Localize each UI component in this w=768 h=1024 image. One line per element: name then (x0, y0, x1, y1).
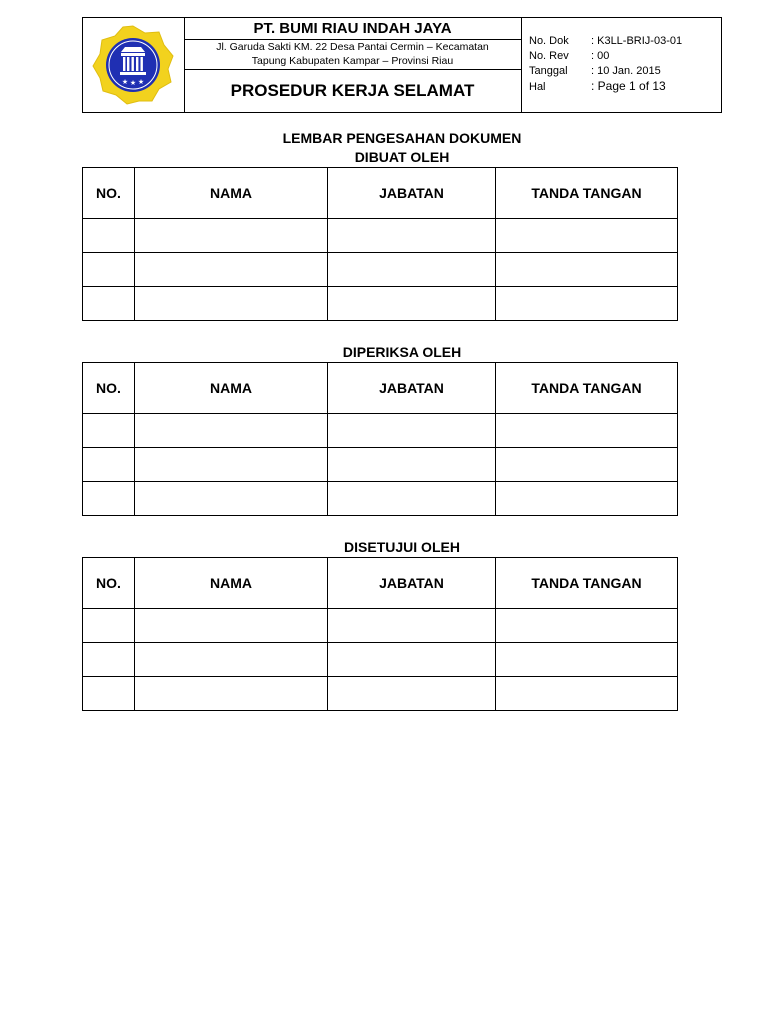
section-title-dibuat: DIBUAT OLEH (354, 149, 450, 165)
table-row (83, 677, 678, 711)
company-info-cell (184, 18, 522, 112)
cell-tanda-tangan (496, 219, 678, 253)
cell-no (83, 677, 135, 711)
meta-no-dok-value: : K3LL-BRIJ-03-01 (591, 35, 683, 47)
table-row (83, 253, 678, 287)
cell-jabatan (328, 414, 496, 448)
cell-tanda-tangan (496, 643, 678, 677)
cell-tanda-tangan (496, 677, 678, 711)
document-title: PROSEDUR KERJA SELAMAT (230, 81, 475, 100)
cell-nama (135, 643, 328, 677)
cell-jabatan (328, 253, 496, 287)
company-name: PT. BUMI RIAU INDAH JAYA (184, 18, 521, 40)
address-line-2: Tapung Kabupaten Kampar – Provinsi Riau (251, 55, 454, 67)
cell-tanda-tangan (496, 414, 678, 448)
cell-nama (135, 448, 328, 482)
table-header-row (83, 558, 678, 609)
cell-jabatan (328, 609, 496, 643)
meta-tanggal-label: Tanggal (529, 65, 568, 77)
cell-no (83, 643, 135, 677)
cell-jabatan (328, 482, 496, 516)
column-header-jabatan: JABATAN (328, 558, 496, 609)
table-row (83, 219, 678, 253)
company-emblem-icon (91, 24, 175, 106)
cell-nama (135, 609, 328, 643)
address-line-1: Jl. Garuda Sakti KM. 22 Desa Pantai Cermin – Kecamatan (216, 41, 489, 53)
svg-text:★: ★ (137, 78, 145, 86)
column-header-no: NO. (83, 363, 135, 414)
column-header-tanda-tangan: TANDA TANGAN (496, 558, 678, 609)
column-header-no: NO. (83, 558, 135, 609)
cell-nama (135, 253, 328, 287)
table-row (83, 482, 678, 516)
table-header-row (83, 363, 678, 414)
table-header-row (83, 168, 678, 219)
cell-jabatan (328, 448, 496, 482)
table-row (83, 414, 678, 448)
table-diperiksa-oleh (82, 362, 678, 516)
cell-no (83, 219, 135, 253)
company-address (184, 40, 521, 70)
column-header-no: NO. (83, 168, 135, 219)
cell-nama (135, 414, 328, 448)
table-row (83, 643, 678, 677)
meta-tanggal (529, 64, 661, 78)
cell-tanda-tangan (496, 253, 678, 287)
cell-no (83, 253, 135, 287)
section-title-disetujui: DISETUJUI OLEH (344, 539, 460, 555)
column-header-nama: NAMA (135, 558, 328, 609)
meta-hal-label: Hal (529, 81, 546, 93)
svg-text:★: ★ (129, 79, 137, 87)
cell-jabatan (328, 287, 496, 321)
section-title-diperiksa: DIPERIKSA OLEH (342, 344, 462, 360)
cell-nama (135, 482, 328, 516)
cell-no (83, 609, 135, 643)
cell-tanda-tangan (496, 609, 678, 643)
column-header-nama: NAMA (135, 168, 328, 219)
cell-no (83, 287, 135, 321)
logo-cell (83, 18, 185, 112)
cell-nama (135, 677, 328, 711)
meta-hal-value: : Page 1 of 13 (591, 79, 666, 93)
table-row (83, 448, 678, 482)
table-row (83, 609, 678, 643)
table-disetujui-oleh (82, 557, 678, 711)
meta-no-dok-label: No. Dok (529, 35, 569, 47)
cell-nama (135, 219, 328, 253)
meta-tanggal-value: : 10 Jan. 2015 (591, 65, 661, 77)
meta-no-rev (529, 49, 609, 63)
column-header-jabatan: JABATAN (328, 363, 496, 414)
meta-no-rev-label: No. Rev (529, 50, 569, 62)
meta-hal (529, 79, 666, 94)
cell-no (83, 414, 135, 448)
cell-jabatan (328, 219, 496, 253)
document-meta-cell (521, 18, 721, 112)
cell-no (83, 482, 135, 516)
meta-no-dok (529, 34, 682, 48)
document-header (82, 17, 722, 113)
cell-jabatan (328, 677, 496, 711)
cell-tanda-tangan (496, 482, 678, 516)
cell-no (83, 448, 135, 482)
svg-text:★: ★ (121, 78, 129, 86)
cell-tanda-tangan (496, 448, 678, 482)
cell-jabatan (328, 643, 496, 677)
cell-tanda-tangan (496, 287, 678, 321)
column-header-tanda-tangan: TANDA TANGAN (496, 168, 678, 219)
page-title: LEMBAR PENGESAHAN DOKUMEN (282, 130, 522, 146)
table-row (83, 287, 678, 321)
table-dibuat-oleh (82, 167, 678, 321)
column-header-jabatan: JABATAN (328, 168, 496, 219)
column-header-nama: NAMA (135, 363, 328, 414)
cell-nama (135, 287, 328, 321)
column-header-tanda-tangan: TANDA TANGAN (496, 363, 678, 414)
meta-no-rev-value: : 00 (591, 50, 610, 62)
